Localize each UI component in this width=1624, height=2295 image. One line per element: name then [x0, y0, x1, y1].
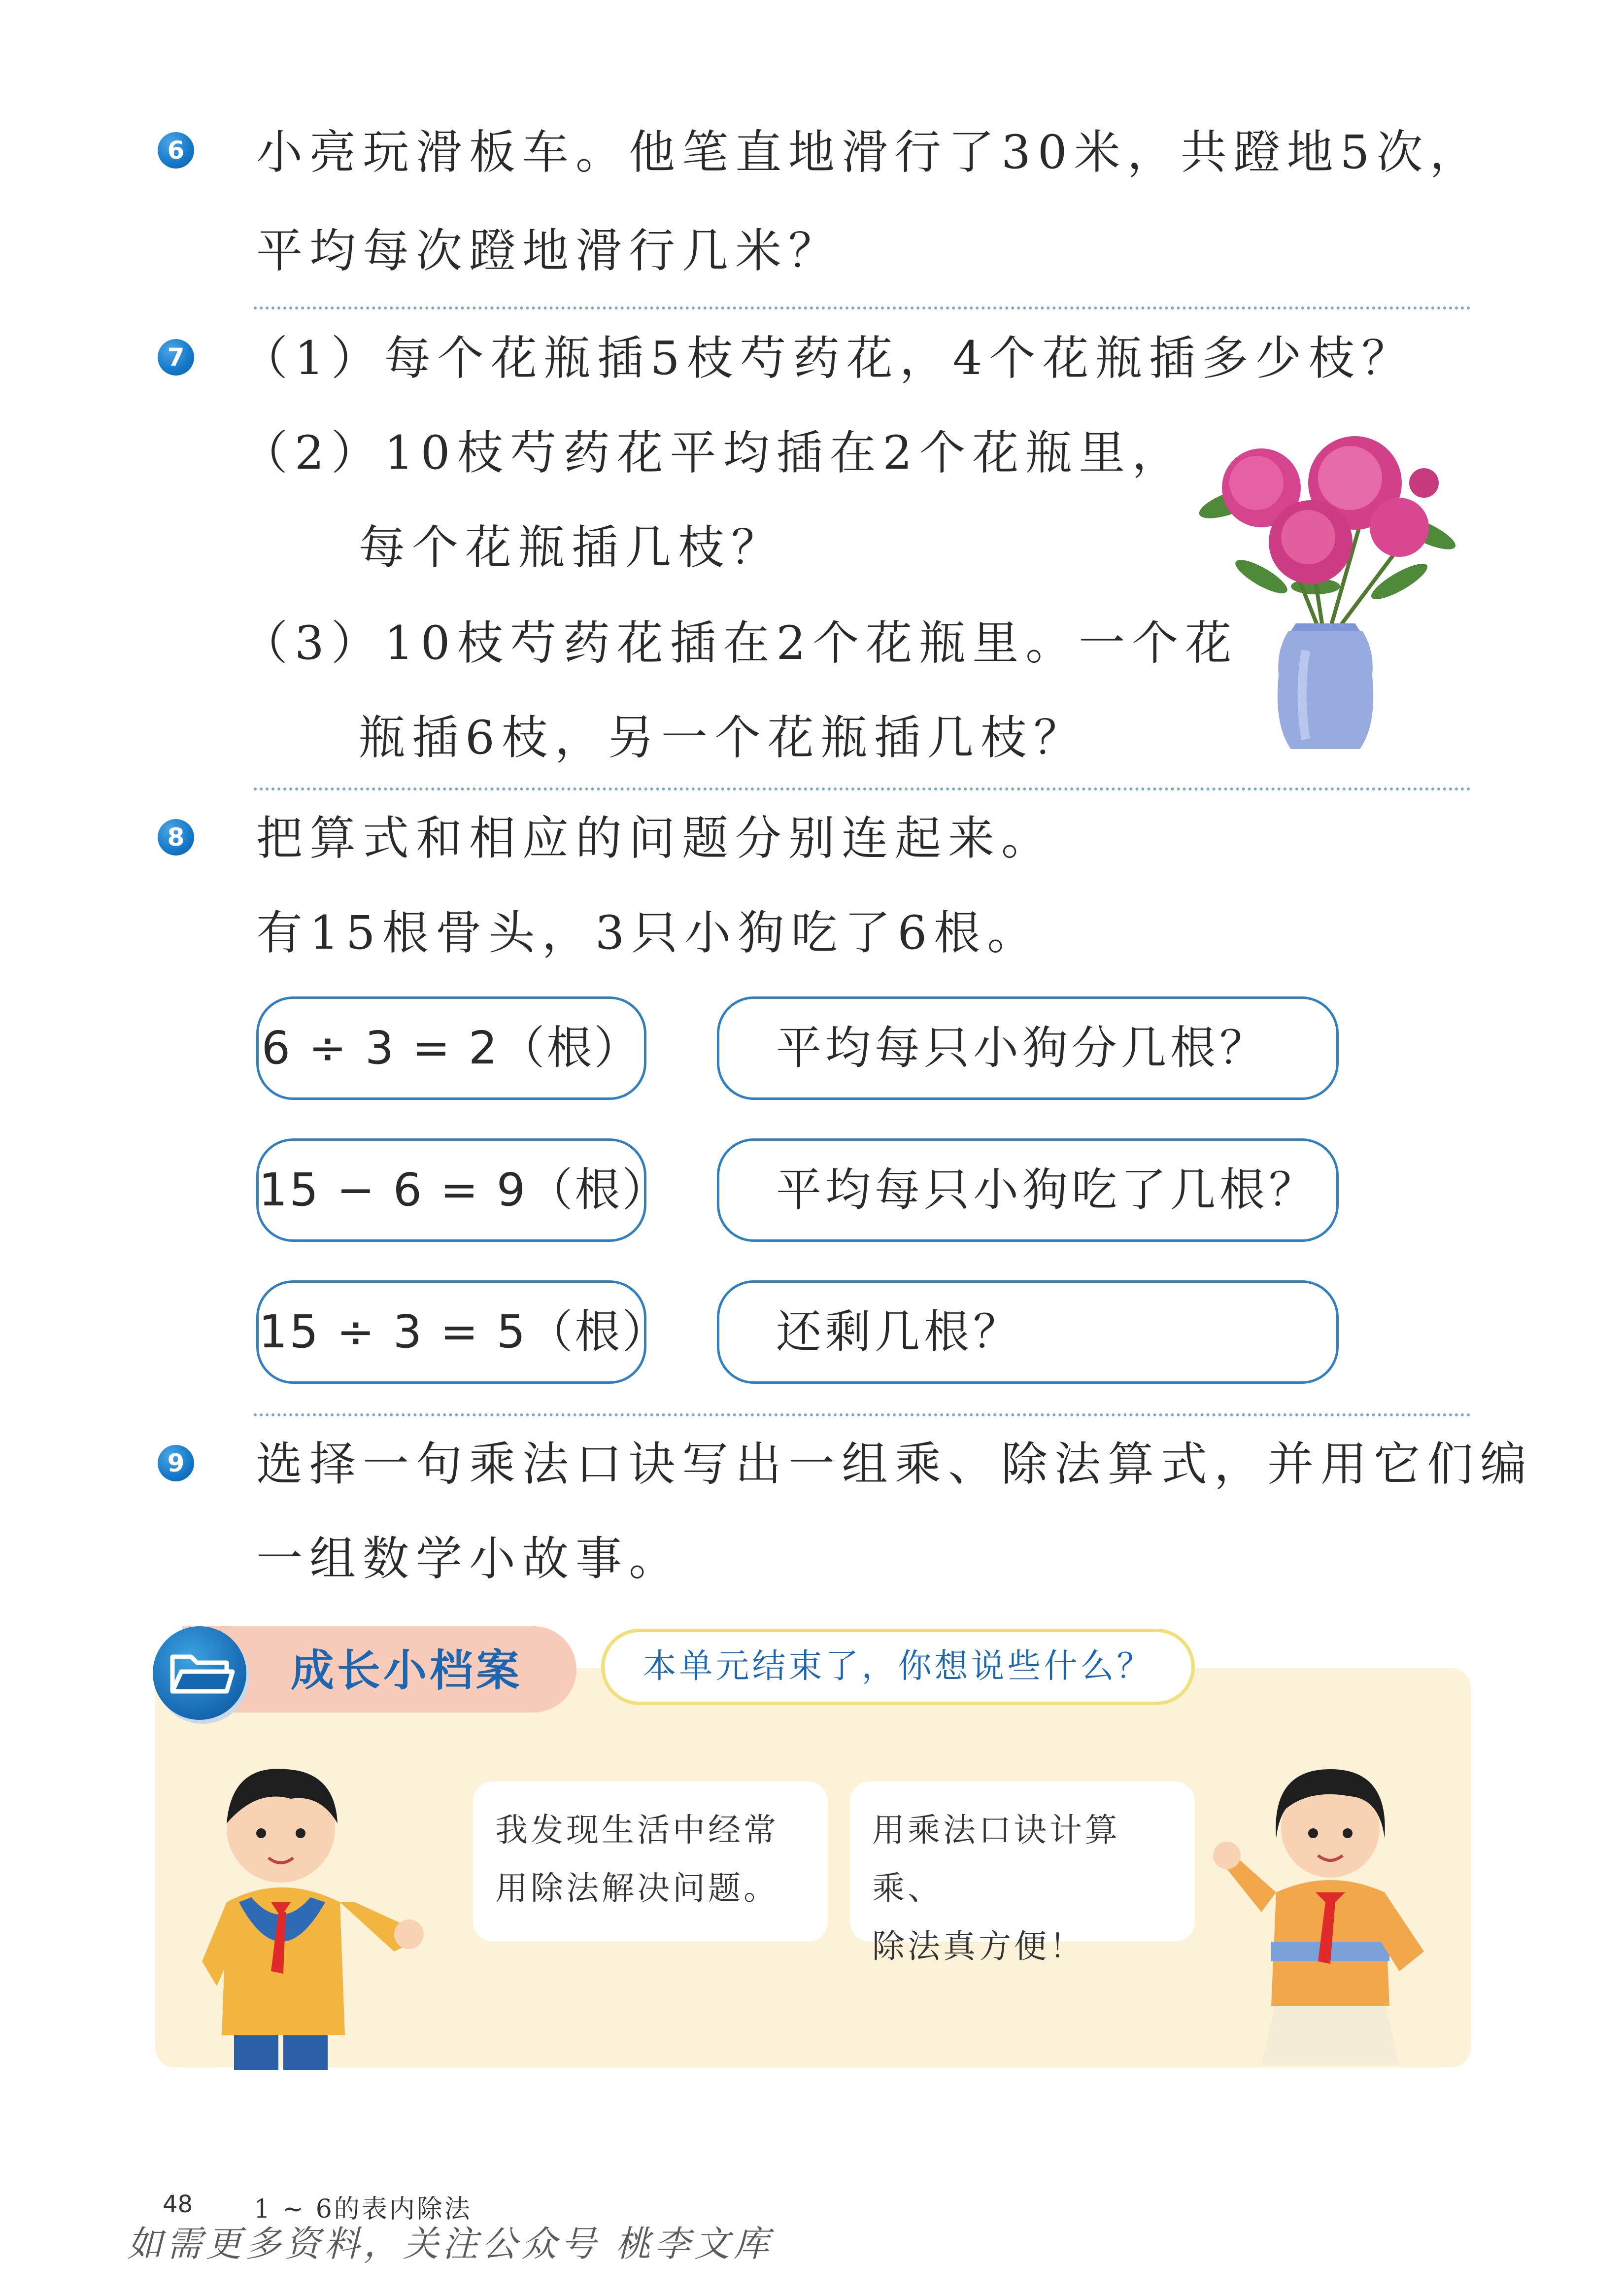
peony-vase-illustration — [1192, 419, 1458, 754]
problem-7-question-2-line-2: 每个花瓶插几枝？ — [359, 521, 785, 575]
equation-box[interactable]: 6 ÷ 3 = 2（根） — [256, 996, 646, 1100]
boy-illustration — [197, 1754, 473, 2070]
problem-number-badge: 7 — [158, 339, 194, 376]
page-number: 48 — [163, 2191, 193, 2218]
girl-speech-line-2: 除法真方便！ — [872, 1927, 1085, 1965]
section-divider — [254, 1413, 1471, 1416]
girl-illustration — [1202, 1745, 1458, 2070]
boy-speech-line-1: 我发现生活中经常 — [495, 1811, 779, 1849]
question-box[interactable]: 平均每只小狗分几根？ — [717, 996, 1339, 1100]
problem-7-question-3-line-2: 瓶插6枝，另一个花瓶插几枝？ — [359, 711, 1087, 765]
problem-7-question-2-line-1: （2）10枝芍药花平均插在2个花瓶里， — [241, 426, 1185, 480]
watermark: 如需更多资料，关注公众号 桃李文库 — [127, 2223, 773, 2264]
problem-9-line-1: 选择一句乘法口诀写出一组乘、除法算式，并用它们编 — [256, 1438, 1534, 1491]
folder-icon-glyph — [153, 1626, 246, 1720]
boy-speech-line-2: 用除法解决问题。 — [495, 1869, 779, 1907]
problem-9-line-2: 一组数学小故事。 — [256, 1532, 682, 1586]
boy-speech-bubble — [473, 1781, 828, 1942]
problem-number-badge: 8 — [158, 819, 194, 856]
problem-6-line-2: 平均每次蹬地滑行几米？ — [256, 224, 842, 278]
problem-7-question-3-line-1: （3）10枝芍药花插在2个花瓶里。一个花 — [241, 617, 1239, 670]
problem-8-instruction: 把算式和相应的问题分别连起来。 — [256, 812, 1055, 865]
growth-file-title: 成长小档案 — [291, 1645, 523, 1696]
equation-box[interactable]: 15 − 6 = 9（根） — [256, 1138, 646, 1242]
problem-6-line-1: 小亮玩滑板车。他笔直地滑行了30米，共蹬地5次， — [256, 126, 1483, 179]
chapter-title: 1 ~ 6的表内除法 — [254, 2194, 472, 2224]
girl-speech-bubble — [850, 1781, 1195, 1965]
section-divider — [254, 788, 1471, 790]
equation-box[interactable]: 15 ÷ 3 = 5（根） — [256, 1280, 646, 1384]
girl-speech-line-1: 用乘法口诀计算乘、 — [872, 1811, 1120, 1907]
problem-number-badge: 6 — [158, 132, 194, 169]
question-box[interactable]: 平均每只小狗吃了几根？ — [717, 1138, 1339, 1242]
section-divider — [254, 307, 1471, 309]
problem-7-question-1: （1）每个花瓶插5枝芍药花，4个花瓶插多少枝？ — [241, 332, 1415, 385]
reflection-prompt: 本单元结束了，你想说些什么？ — [601, 1629, 1195, 1705]
problem-8-context: 有15根骨头，3只小狗吃了6根。 — [256, 906, 1041, 960]
folder-icon — [153, 1626, 246, 1720]
question-box[interactable]: 还剩几根？ — [717, 1280, 1339, 1384]
problem-number-badge: 9 — [158, 1445, 194, 1481]
